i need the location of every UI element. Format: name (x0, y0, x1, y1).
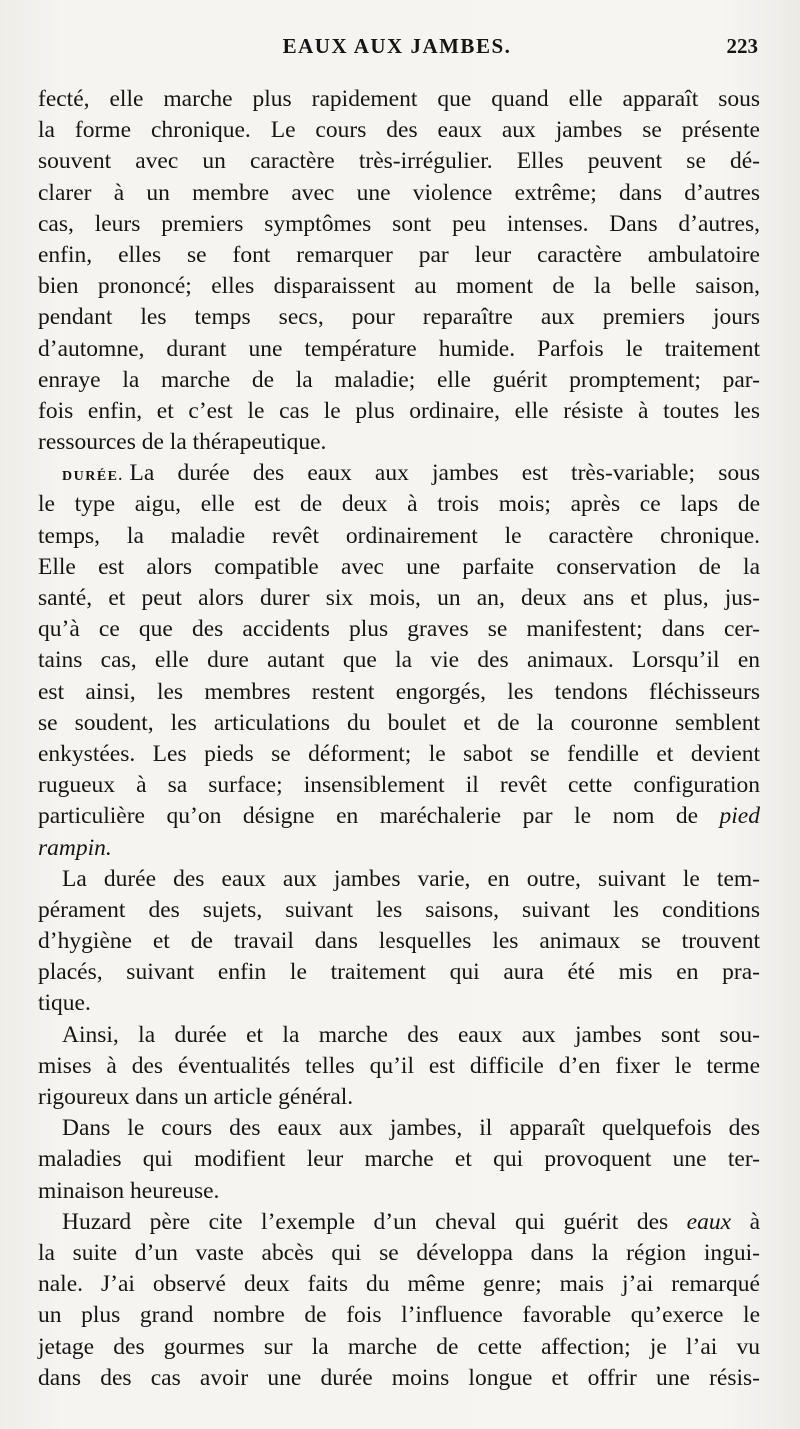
text-line: tains cas, elle dure autant que la vie des animaux. Lorsqu’il en (38, 647, 760, 674)
text-line: d’automne, durant une température humide. Parfois le traitement (38, 335, 760, 362)
text-line: est ainsi, les membres restent engorgés, les tendons fléchisseurs (38, 678, 760, 705)
text-line: Ainsi, la durée et la marche des eaux aux jambes sont sou- (62, 1021, 760, 1048)
text-line: mises à des éventualités telles qu’il est difficile d’en fixer le terme (38, 1052, 760, 1079)
text-line: pérament des sujets, suivant les saisons, suivant les conditions (38, 896, 760, 923)
text-line (38, 833, 760, 864)
text-line: pendant les temps secs, pour reparaître aux premiers jours (38, 304, 760, 331)
text-line: La durée des eaux aux jambes varie, en outre, suivant le tem- (62, 865, 760, 892)
text-line: temps, la maladie revêt ordinairement le caractère chronique. (38, 522, 760, 549)
text-line: rugueux à sa surface; insensiblement il revêt cette configuration (38, 772, 760, 799)
text-line-with-italic (38, 801, 760, 832)
text-line: maladies qui modifient leur marche et qui provoquent une ter- (38, 1146, 760, 1173)
text-line: d’hygiène et de travail dans lesquelles les animaux se trouvent (38, 928, 760, 955)
text-line: souvent avec un caractère très-irrégulier. Elles peuvent se dé- (38, 148, 760, 175)
running-head (36, 34, 758, 64)
text-line: enkystées. Les pieds se déforment; le sabot se fendille et devient (38, 740, 760, 767)
italic-term: eaux (686, 1208, 732, 1235)
text-line-with-italic (38, 1207, 760, 1238)
text-segment: à (749, 1208, 760, 1235)
text-line: rigoureux dans un article général. (38, 1084, 354, 1110)
text-line: ressources de la thérapeutique. (38, 429, 327, 456)
text-segment: Huzard père cite l’exemple d’un cheval qui guérit des (62, 1208, 669, 1235)
text-line: un plus grand nombre de fois l’influence favorable qu’exerce le (38, 1302, 760, 1329)
text-line: fecté, elle marche plus rapidement que quand elle apparaît sous (38, 86, 760, 112)
section-heading: DURÉE. (62, 469, 124, 485)
text-line: santé, et peut alors durer six mois, un an, deux ans et plus, jus- (38, 585, 760, 611)
text-line: bien prononcé; elles disparaissent au moment de la belle saison, (38, 273, 760, 300)
text-line: tique. (38, 990, 91, 1017)
text-line: Dans le cours des eaux aux jambes, il apparaît quelquefois des (62, 1115, 760, 1142)
text-line: placés, suivant enfin le traitement qui aura été mis en pra- (38, 959, 760, 986)
italic-term: rampin. (38, 834, 112, 861)
italic-term: pied (719, 803, 760, 830)
running-title: EAUX AUX JAMBES. (282, 34, 512, 58)
text-line: minaison heureuse. (38, 1177, 220, 1204)
section-paragraph-start (38, 458, 760, 489)
page-number: 223 (726, 34, 758, 58)
text-line: dans des cas avoir une durée moins longue et offrir une résis- (38, 1364, 760, 1391)
text-line: jetage des gourmes sur la marche de cette affection; je l’ai vu (38, 1333, 760, 1360)
text-line: qu’à ce que des accidents plus graves se manifestent; dans cer- (38, 616, 760, 643)
text-line: enfin, elles se font remarquer par leur caractère ambulatoire (38, 241, 760, 268)
text-line: Elle est alors compatible avec une parfaite conservation de la (38, 553, 760, 580)
text-line: La durée des eaux aux jambes est très-variable; sous (129, 460, 760, 487)
text-line: clarer à un membre avec une violence extrême; dans d’autres (38, 179, 760, 206)
text-line: nale. J’ai observé deux faits du même genre; mais j’ai remarqué (38, 1271, 760, 1298)
text-line: se soudent, les articulations du boulet et de la couronne semblent (38, 709, 760, 736)
text-segment: particulière qu’on désigne en maréchalerie par le nom de (38, 803, 699, 830)
text-line: le type aigu, elle est de deux à trois mois; après ce laps de (38, 491, 760, 518)
body-text (38, 84, 760, 1394)
text-line: enraye la marche de la maladie; elle guérit promptement; par- (38, 366, 760, 393)
text-line: cas, leurs premiers symptômes sont peu intenses. Dans d’autres, (38, 210, 760, 237)
text-line: la suite d’un vaste abcès qui se développa dans la région ingui- (38, 1239, 760, 1266)
text-line: fois enfin, et c’est le cas le plus ordinaire, elle résiste à toutes les (38, 397, 760, 424)
text-line: la forme chronique. Le cours des eaux aux jambes se présente (38, 117, 760, 144)
